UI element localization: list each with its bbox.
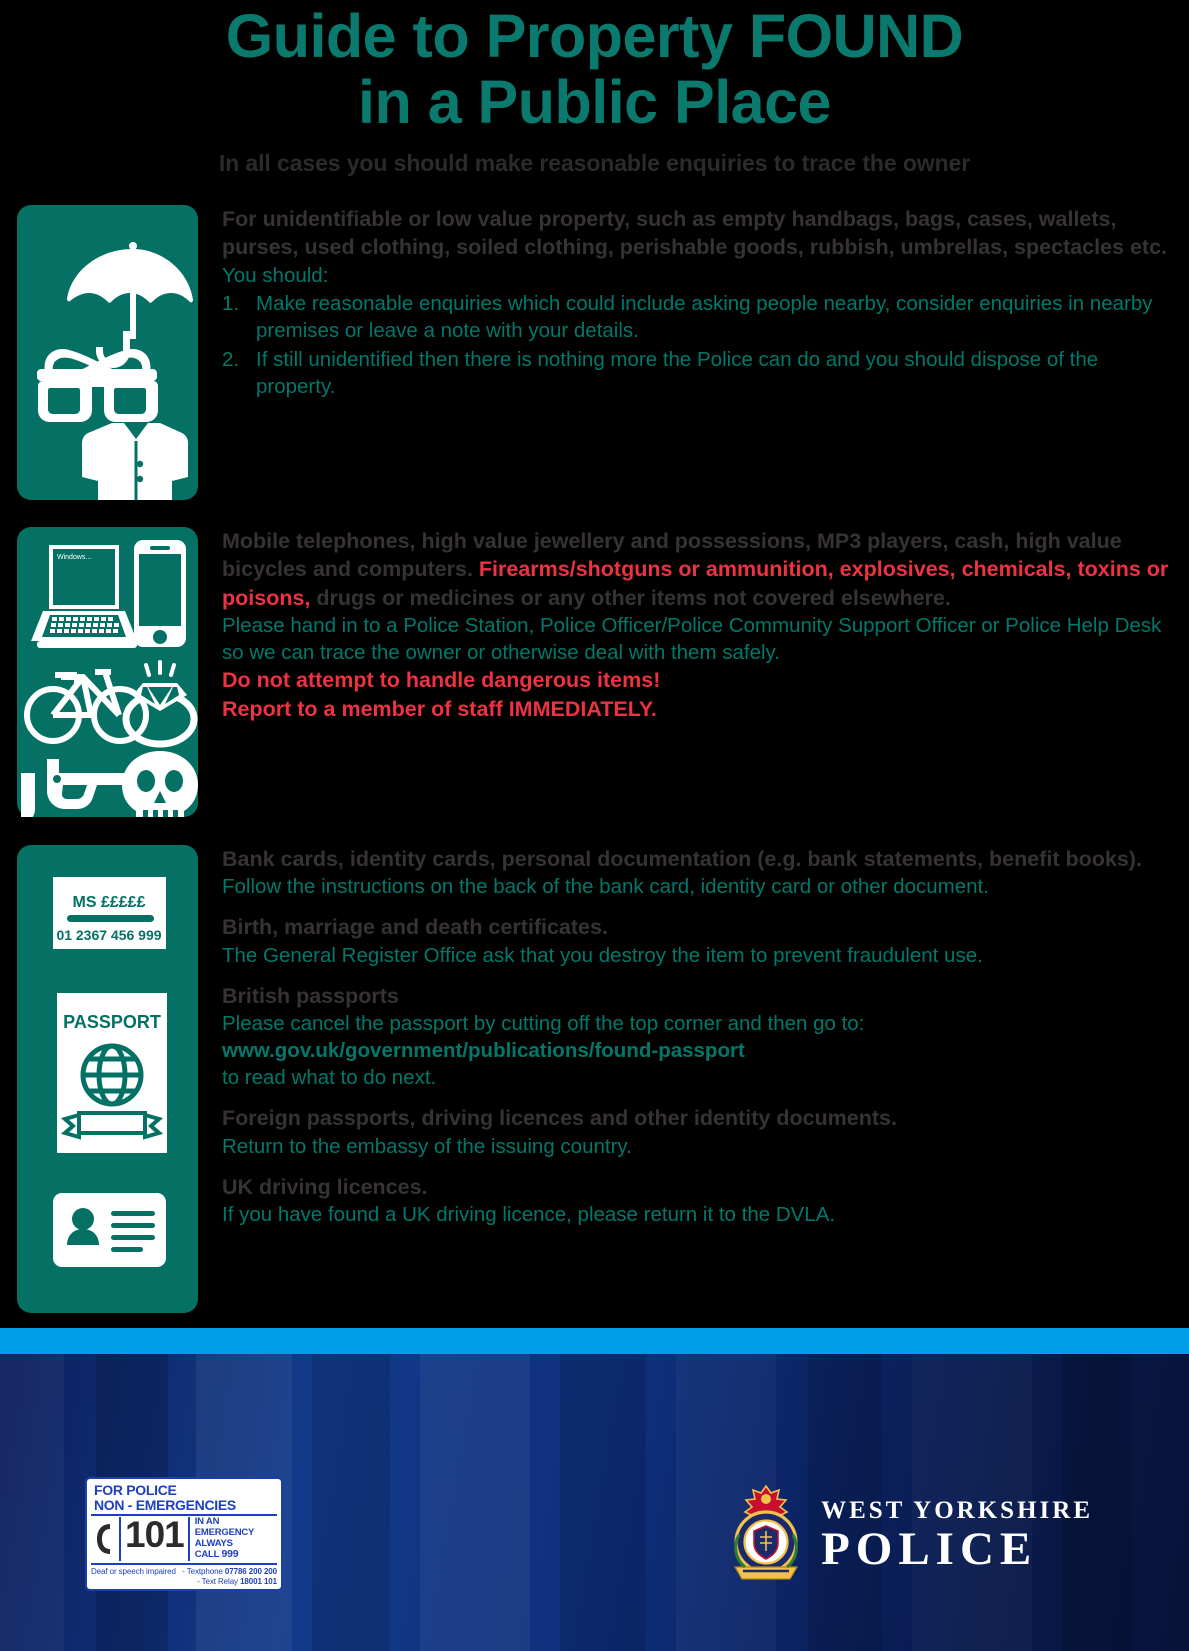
page-subtitle: In all cases you should make reasonable enquiries to trace the owner xyxy=(218,149,971,176)
section2-body: Please hand in to a Police Station, Police Officer/Police Community Support Officer or Police Help Desk so we can trace the owner or otherwise deal with them safely. xyxy=(222,614,1162,665)
telephone-icon xyxy=(91,1517,121,1561)
section3-body: Please cancel the passport by cutting off the top corner and then go to: xyxy=(222,1012,865,1036)
section-documents xyxy=(17,845,1177,1313)
section3-heading: Foreign passports, driving licences and other identity documents. xyxy=(222,1106,897,1131)
section1-heading: For unidentifiable or low value property, such as empty handbags, bags, cases, wallets, purses, used clothing, soiled clothing, perishable goods, rubbish, umbrellas, spectacles etc. xyxy=(222,207,1168,260)
section1-steps xyxy=(222,290,1177,400)
coat-icon xyxy=(82,423,188,500)
found-passport-link[interactable]: www.gov.uk/government/publications/found-passport xyxy=(222,1039,745,1063)
wordmark-line-2: POLICE xyxy=(821,1522,1038,1575)
badge-number-cell xyxy=(121,1514,190,1561)
section2-heading-red: Firearms/shotguns or ammunition, explosives, chemicals, toxins or poisons, xyxy=(222,557,1169,610)
section3-text xyxy=(198,845,1177,1313)
section3-body: Return to the embassy of the issuing country. xyxy=(222,1134,632,1158)
section2-warning-1: Do not attempt to handle dangerous items! xyxy=(222,668,661,693)
text-relay-line xyxy=(182,1577,277,1587)
section1-step: If still unidentified then there is nothing more the Police can do and you should dispose of the property. xyxy=(256,347,1099,398)
emergency-line-3: ALWAYS xyxy=(194,1537,233,1549)
page-title xyxy=(0,4,1189,136)
section3-heading: British passports xyxy=(222,983,399,1008)
section1-icons xyxy=(17,205,198,500)
text-relay-number: 18001 101 xyxy=(240,1577,277,1586)
section2-text xyxy=(198,527,1177,817)
badge-footnote-right xyxy=(182,1567,277,1587)
section2-heading xyxy=(222,527,1177,612)
section2-warning-2: Report to a member of staff IMMEDIATELY. xyxy=(222,697,657,722)
laptop-screen-label: Windows... xyxy=(57,554,92,561)
spacer xyxy=(222,1091,1177,1104)
force-branding xyxy=(727,1483,1093,1587)
section3-body: Follow the instructions on the back of the bank card, identity card or other document. xyxy=(222,875,989,899)
section1-step: Make reasonable enquiries which could include asking people nearby, consider enquiries in nearby premises or leave a note with your details. xyxy=(256,291,1153,342)
section-low-value-property xyxy=(17,205,1177,500)
bank-card-name: MS £££££ xyxy=(72,894,146,911)
badge-footnote-left: Deaf or speech impaired xyxy=(91,1567,176,1576)
section3-icons xyxy=(17,845,198,1313)
section2-icons xyxy=(17,527,198,817)
text-relay-label: - Text Relay xyxy=(197,1577,241,1586)
passport-icon xyxy=(57,993,167,1153)
smartphone-icon xyxy=(134,540,186,647)
emergency-number: 999 xyxy=(221,1548,239,1561)
title-line-1: Guide to Property FOUND xyxy=(225,2,964,70)
section3-icon-panel xyxy=(17,845,198,1313)
bank-card-number: 01 2367 456 999 xyxy=(56,927,162,943)
spacer xyxy=(222,1160,1177,1173)
badge-footnote xyxy=(91,1563,277,1587)
textphone-number: 07786 200 200 xyxy=(224,1567,277,1576)
emergency-note xyxy=(190,1517,254,1561)
spacer xyxy=(222,969,1177,982)
laptop-icon xyxy=(31,545,137,648)
section3-body: If you have found a UK driving licence, please return it to the DVLA. xyxy=(222,1203,836,1227)
id-card-icon xyxy=(53,1193,166,1267)
emergency-line-1: IN AN xyxy=(194,1516,220,1528)
badge-heading-line2: NON - EMERGENCIES xyxy=(94,1496,236,1513)
section3-heading: UK driving licences. xyxy=(222,1174,428,1199)
section2-heading-part2: drugs or medicines or any other items not covered elsewhere. xyxy=(310,585,951,610)
spacer xyxy=(222,900,1177,913)
non-emergency-101-badge xyxy=(85,1477,283,1591)
badge-middle-row xyxy=(91,1514,277,1561)
passport-label: PASSPORT xyxy=(63,1012,161,1032)
badge-heading-line1: FOR POLICE xyxy=(94,1482,177,1498)
section-high-value-property xyxy=(17,527,1177,817)
section2-icon-panel xyxy=(17,527,198,817)
force-wordmark xyxy=(821,1498,1093,1573)
umbrella-icon xyxy=(67,242,193,368)
section3-heading: Birth, marriage and death certificates. xyxy=(222,915,608,940)
emergency-line-2: EMERGENCY xyxy=(194,1527,255,1538)
section3-heading: Bank cards, identity cards, personal documentation (e.g. bank statements, benefit books). xyxy=(222,847,1142,871)
banner-accent-bar xyxy=(0,1328,1189,1354)
skull-crossbones-icon xyxy=(122,751,198,817)
wordmark-line-1: WEST YORKSHIRE xyxy=(821,1496,1093,1524)
spectacles-icon xyxy=(37,349,158,422)
textphone-label: - Textphone xyxy=(182,1567,225,1576)
emergency-call-label: CALL xyxy=(194,1549,222,1561)
title-line-2: in a Public Place xyxy=(358,67,831,136)
bank-card-icon xyxy=(53,877,166,949)
section1-lead: You should: xyxy=(222,263,329,287)
poster-header xyxy=(0,0,1189,177)
section3-body: The General Register Office ask that you destroy the item to prevent fraudulent use. xyxy=(222,943,983,967)
badge-number: 101 xyxy=(125,1514,184,1556)
textphone-line xyxy=(182,1567,277,1577)
section1-text xyxy=(198,205,1177,500)
badge-heading xyxy=(91,1482,277,1514)
section3-body-2: to read what to do next. xyxy=(222,1066,437,1090)
section1-icon-panel xyxy=(17,205,198,500)
section2-heading-part1: Mobile telephones, high value jewellery and possessions, MP3 players, cash, high value bicycles and computers. xyxy=(222,529,1122,582)
police-crest-icon xyxy=(727,1483,805,1587)
emergency-line-4 xyxy=(195,1549,254,1561)
